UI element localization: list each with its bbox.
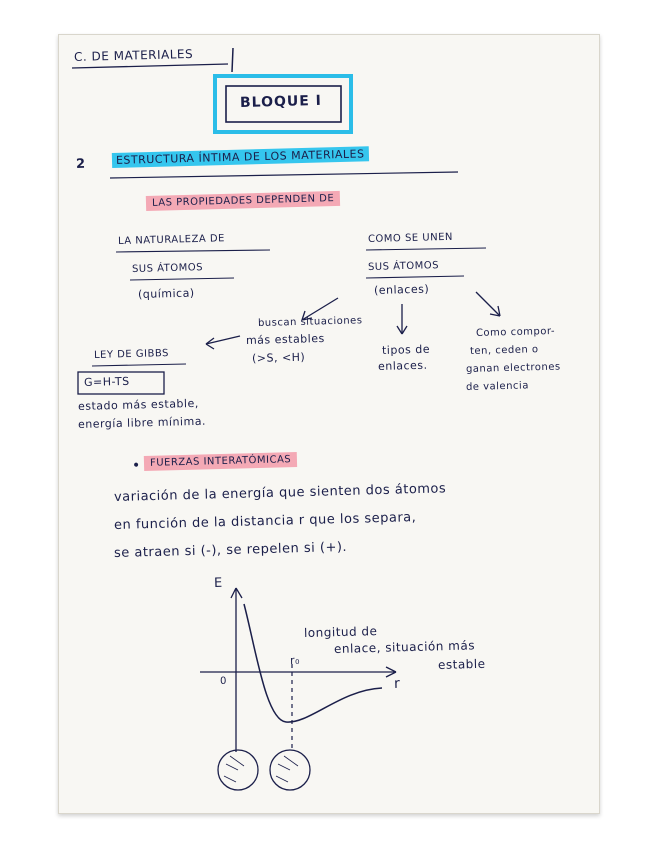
gibbs-line1: estado más estable, xyxy=(77,396,199,413)
forces-line1: variación de la energía que sienten dos átomos xyxy=(113,481,447,505)
gibbs-line2: energía libre mínima. xyxy=(77,414,207,431)
comportamiento-line4: de valencia xyxy=(465,380,530,393)
right-line2: SUS ÁTOMOS xyxy=(367,260,440,273)
left-line2: SUS ÁTOMOS xyxy=(131,262,204,275)
center-line3: (>S, <H) xyxy=(251,350,306,365)
section-title: ESTRUCTURA ÍNTIMA DE LOS MATERIALES xyxy=(112,146,369,168)
right-note: (enlaces) xyxy=(373,282,430,297)
props-heading: LAS PROPIEDADES DEPENDEN DE xyxy=(146,191,341,211)
right-line1: COMO SE UNEN xyxy=(367,231,454,245)
graph-r0: r₀ xyxy=(289,653,301,667)
comportamiento-line3: ganan electrones xyxy=(465,361,561,375)
forces-line2: en función de la distancia r que los separa, xyxy=(113,510,417,533)
graph-y-label: E xyxy=(213,575,223,591)
forces-bullet: • xyxy=(131,457,141,474)
center-line2: más estables xyxy=(245,331,325,347)
left-note: (química) xyxy=(137,286,195,301)
graph-annot1: longitud de xyxy=(303,624,378,640)
tipos-line2: enlaces. xyxy=(377,358,428,373)
graph-annot2: enlace, situación más xyxy=(333,638,476,656)
gibbs-formula: G=H-TS xyxy=(83,374,130,389)
left-line1: LA NATURALEZA DE xyxy=(117,233,226,247)
comportamiento-line1: Como compor- xyxy=(475,325,556,339)
center-line1: buscan situaciones xyxy=(257,315,363,329)
gibbs-title: LEY DE GIBBS xyxy=(93,348,170,361)
tipos-line1: tipos de xyxy=(381,342,431,357)
block-title: BLOQUE I xyxy=(239,92,323,111)
graph-origin: 0 xyxy=(219,675,228,687)
comportamiento-line2: ten, ceden o xyxy=(469,344,539,357)
section-number: 2 xyxy=(75,156,86,172)
forces-line3: se atraen si (-), se repelen si (+). xyxy=(113,539,348,561)
forces-heading: FUERZAS INTERATÓMICAS xyxy=(144,452,298,471)
graph-annot3: estable xyxy=(437,656,486,672)
graph-x-label: r xyxy=(393,675,401,692)
header-subject: C. DE MATERIALES xyxy=(73,46,194,64)
